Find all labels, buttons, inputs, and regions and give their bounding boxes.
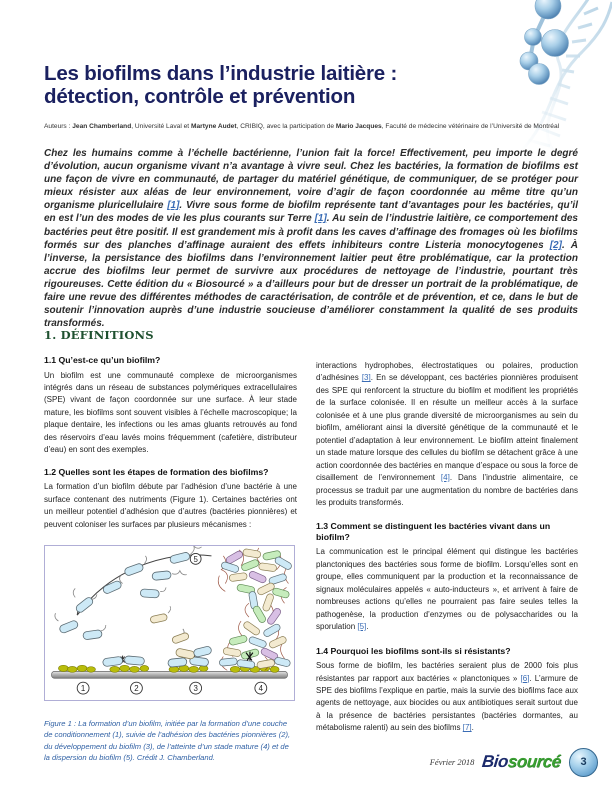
reference-link[interactable]: [7] [462, 723, 472, 733]
svg-text:5: 5 [193, 554, 198, 564]
svg-text:1: 1 [80, 684, 86, 694]
figure-1-caption: Figure 1 : La formation d’un biofilm, initiée par la formation d’une couche de conditionnement (1), suivie de l’adhésion des bactéries pionnières (2), du développement du biofilm (3), de l’atteinte d’un stade mature (4) et de la dispersion du biofilm (5). Crédit J. Chamberland. [44, 718, 291, 763]
logo-text-bio: Bio [481, 752, 510, 771]
biosource-logo [481, 752, 562, 772]
page-number-badge: 3 [569, 748, 598, 777]
section-heading-definitions: 1. DÉFINITIONS [44, 328, 154, 342]
subsection-1-3-heading: 1.3 Comment se distinguent les bactéries vivant dans un biofilm? [316, 521, 551, 542]
right-column [316, 360, 578, 741]
article-title-line1: Les biofilms dans l’industrie laitière : [44, 62, 398, 85]
reference-link[interactable]: [4] [440, 473, 450, 483]
subsection-1-4-text: Sous forme de biofilm, les bactéries seraient plus de 2000 fois plus résistantes par rapport aux bactéries « planctoniques » [6]. L’armure de SPE des biofilms l’explique en partie, mais la survie des biofilms face aux agents de nettoyage, aux biocides ou aux antibiotiques serait surtout due à la présence de bactéries persistantes (bactéries dormantes, au métabolisme ralenti) au sein des biofilms [7]. [316, 661, 578, 733]
reference-link[interactable]: [1] [167, 200, 180, 212]
subsection-1-1-heading: 1.1 Qu’est-ce qu’un biofilm? [44, 355, 161, 365]
subsection-1-2-text: La formation d’un biofilm débute par l’adhésion d’une bactérie à une surface contenant des nutriments (Figure 1). Certaines bactéries ont un meilleur potentiel d’adhésion que d’autres (bactéries pionnières) et peuvent coloniser les surfaces par plusieurs mécanismes : [44, 482, 297, 529]
issue-date: Février 2018 [429, 757, 475, 767]
reference-link[interactable]: [1] [314, 213, 327, 225]
figure-stage5-dispersion [55, 546, 212, 640]
subsection-1-3-text: La communication est le principal élément qui distingue les bactéries planctoniques des bactéries sous forme de biofilm. Lorsqu’elles sont en groupe, elles communiquent par la production et la reconnaissance de signaux moléculaires appelés « auto-inducteurs », et arrivent à faire de nombreuses actions qu’elles ne pourraient pas faire seules telles la pathogenèse, la production d’enzymes ou de polysaccharides ou la sporulation [5]. [316, 547, 578, 632]
figure-stage3-growth [168, 629, 212, 667]
reference-link[interactable]: [2] [549, 239, 562, 251]
figure-surface-bar [52, 671, 288, 678]
logo-text-source: sourcé [507, 752, 563, 771]
figure-1-biofilm-formation [44, 545, 295, 701]
reference-link[interactable]: [5] [357, 622, 367, 632]
subsection-1-2-heading: 1.2 Quelles sont les étapes de formation des biofilms? [44, 466, 269, 477]
article-title [44, 62, 464, 108]
svg-text:3: 3 [193, 684, 198, 694]
left-column [44, 355, 297, 764]
subsection-1-1-text: Un biofilm est une communauté complexe de microorganismes intégrés dans un réseau de substances polymériques extracellulaires (SPE) vivant de façon coordonnée sur une surface. À leur stade mature, les biofilms sont souvent visibles à l’échelle macroscopique; la plaque dentaire, les infections ou les amas gluants retrouvés au fond des réservoirs d’eau lavés moins fréquemment (cafetière, distributeur d’eau) en sont des exemples. [44, 370, 297, 455]
reference-link[interactable]: [6] [520, 673, 530, 683]
reference-link[interactable]: [3] [361, 373, 371, 383]
authors-line: Auteurs : Jean Chamberland, Université Laval et Martyne Audet, CRIBIQ, avec la participation de Mario Jacques, Faculté de médecine vétérinaire de l’Université de Montréal [44, 123, 560, 130]
article-title-line2: détection, contrôle et prévention [44, 85, 356, 108]
svg-text:2: 2 [134, 684, 139, 694]
svg-text:4: 4 [258, 684, 264, 694]
page-footer [430, 746, 598, 778]
intro-paragraph: Chez les humains comme à l’échelle bactérienne, l’union fait la force! Effectivement, peu importe le degré d’évolution, aucun organisme vivant n’a avantage à vivre seul. Chez les bactéries, la formation de biofilms est une façon de vivre en communauté, de partager du matériel génétique, de communiquer, de se protéger pour mieux résister aux aléas de leur environnement, voire d’agir de façon coordonnée au même titre qu’un organisme pluricellulaire [1]. Vivre sous forme de biofilm représente tant d’avantages pour les bactéries, qu’il en est l’un des modes de vie les plus courants sur Terre [1]. Au sein de l’industrie laitière, ce comportement des bactéries peut être positif. Il est grandement mis à profit dans les caves d’affinage des fromages où les biofilms formés sur des planches d’affinage auraient des effets inhibiteurs contre Listeria monocytogenes [2]. À l’inverse, la persistance des biofilms dans l’environnement laitier peut être problématique, car la protection accrue des biofilms leur permet de survivre aux procédures de nettoyage de l’industrie, pourtant très rigoureuses. Cette édition du « Biosourcé » a d’ailleurs pour but de dresser un portrait de la problématique, de faire une revue des différentes méthodes de caractérisation, de contrôle et de prévention, et ce, dans le but de soutenir l’innovation auprès d’une industrie soucieuse d’améliorer constamment la qualité de ses produits transformés. [44, 148, 578, 330]
subsection-1-4-heading: 1.4 Pourquoi les biofilms sont-ils si résistants? [316, 645, 511, 656]
mechanisms-continuation-text: interactions hydrophobes, électrostatiques ou polaires, production d’adhésines [3]. En se développant, ces bactéries pionnières produisent des SPE qui renforcent la structure du biofilm et modifient les propriétés de la surface colonisée. Il en résulte un meilleur accès à la surface colonisée et à une plus grande diversité de microorganismes au sein du biofilm, améliorant ainsi la diversité génétique de la communauté et le potentiel d’adaptation à leur environnement. Le biofilm atteint finalement un stade mature lorsque des cellules du biofilm se détachent grâce à une action coordonnée des bactéries en manque d’espace ou sous la force de cisaillement de l’environnement [4]. Dans l’industrie alimentaire, ce processus se traduit par une augmentation du nombre de bactéries dans les produits transformés. [316, 361, 579, 507]
figure-stage4-mature-tower [218, 548, 292, 670]
